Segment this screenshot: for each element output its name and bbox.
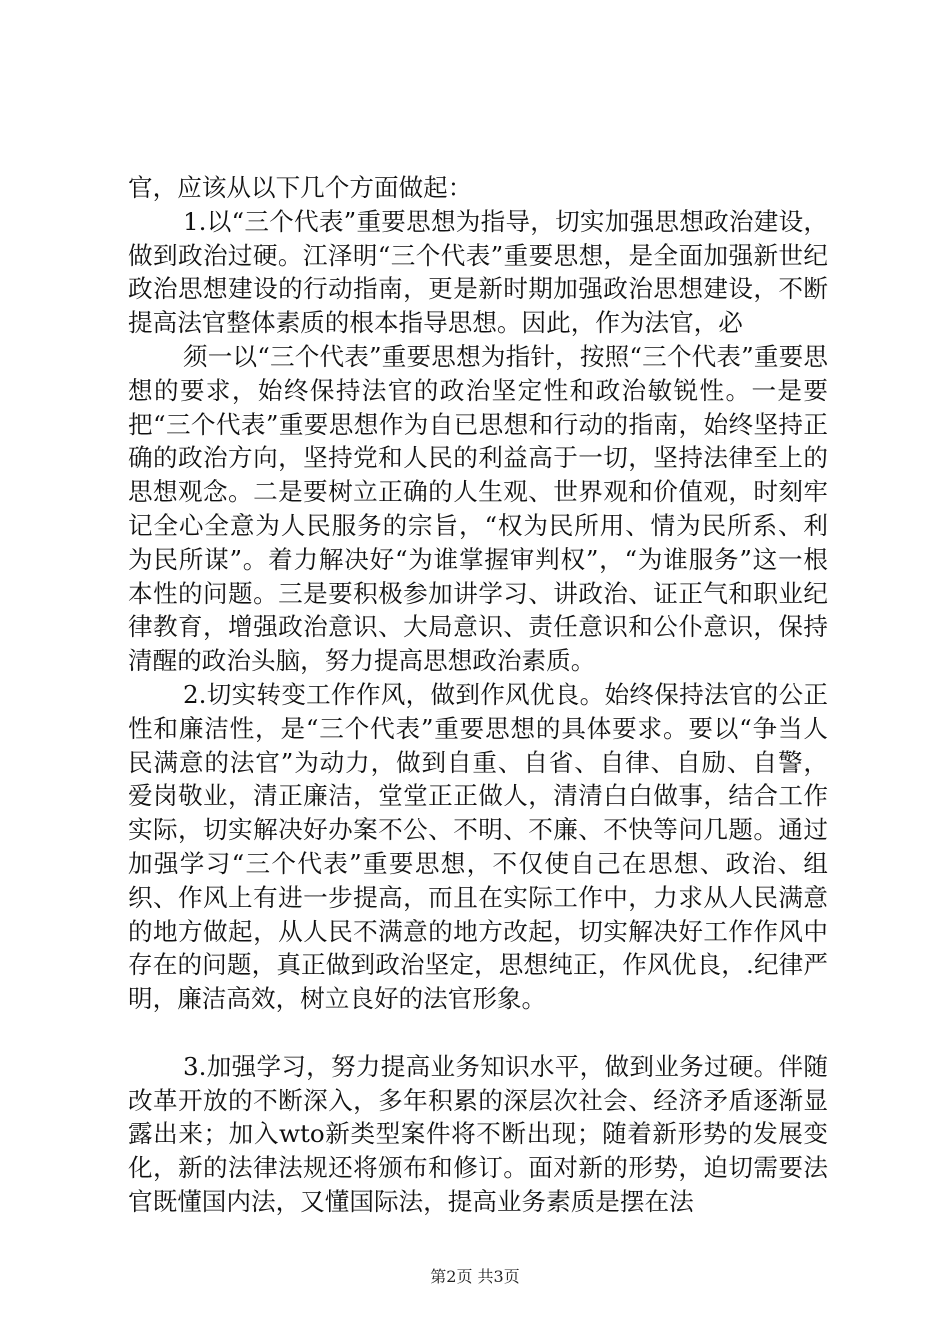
paragraph-intro: 官，应该从以下几个方面做起： [128,173,473,202]
paragraph-point-1-continued: 须一以“三个代表”重要思想为指针，按照“三个代表”重要思想的要求，始终保持法官的政治坚定性和政治敏锐性。一是要把“三个代表”重要思想作为自已思想和行动的指南，始终坚持正确的政治方向，坚持党和人民的利益高于一切，坚持法律至上的思想观念。二是要树立正确的人生观、世界观和价值观，时刻牢记全心全意为人民服务的宗旨，“权为民所用、情为民所系、利为民所谋”。着力解决好“为谁掌握审判权”，“为谁服务”这一根本性的问题。三是要积极参加讲学习、讲政治、证正气和职业纪律教育，增强政治意识、大局意识、责任意识和公仆意识，保持清醒的政治头脑，努力提高思想政治素质。 [128,341,828,676]
paragraph-point-3: 3.加强学习，努力提高业务知识水平，做到业务过硬。伴随改革开放的不断深入，多年积累的深层次社会、经济矛盾逐渐显露出来；加入wto新类型案件将不断出现；随着新形势的发展变化，新的法律法规还将颁布和修订。面对新的形势，迫切需要法官既懂国内法，又懂国际法，提高业务素质是摆在法 [128,1051,828,1216]
page-footer: 第2页 共3页 [430,1267,520,1286]
paragraph-point-2: 2.切实转变工作作风，做到作风优良。始终保持法官的公正性和廉洁性，是“三个代表”重要思想的具体要求。要以“争当人民满意的法官”为动力，做到自重、自省、自律、自励、自警，爱岗敬业，清正廉洁，堂堂正正做人，清清白白做事，结合工作实际，切实解决好办案不公、不明、不廉、不快等问几题。通过加强学习“三个代表”重要思想，不仅使自己在思想、政治、组织、作风上有进一步提高，而且在实际工作中，力求从人民满意的地方做起，从人民不满意的地方改起，切实解决好工作作风中存在的问题，真正做到政治坚定，思想纯正，作风优良，.纪律严明，廉洁高效，树立良好的法官形象。 [128,679,828,1014]
paragraph-point-1: 1.以“三个代表”重要思想为指导，切实加强思想政治建设，做到政治过硬。江泽明“三个代表”重要思想，是全面加强新世纪政治思想建设的行动指南，更是新时期加强政治思想建设，不断提高法官整体素质的根本指导思想。因此，作为法官，必 [128,206,828,338]
document-body [128,171,828,1219]
